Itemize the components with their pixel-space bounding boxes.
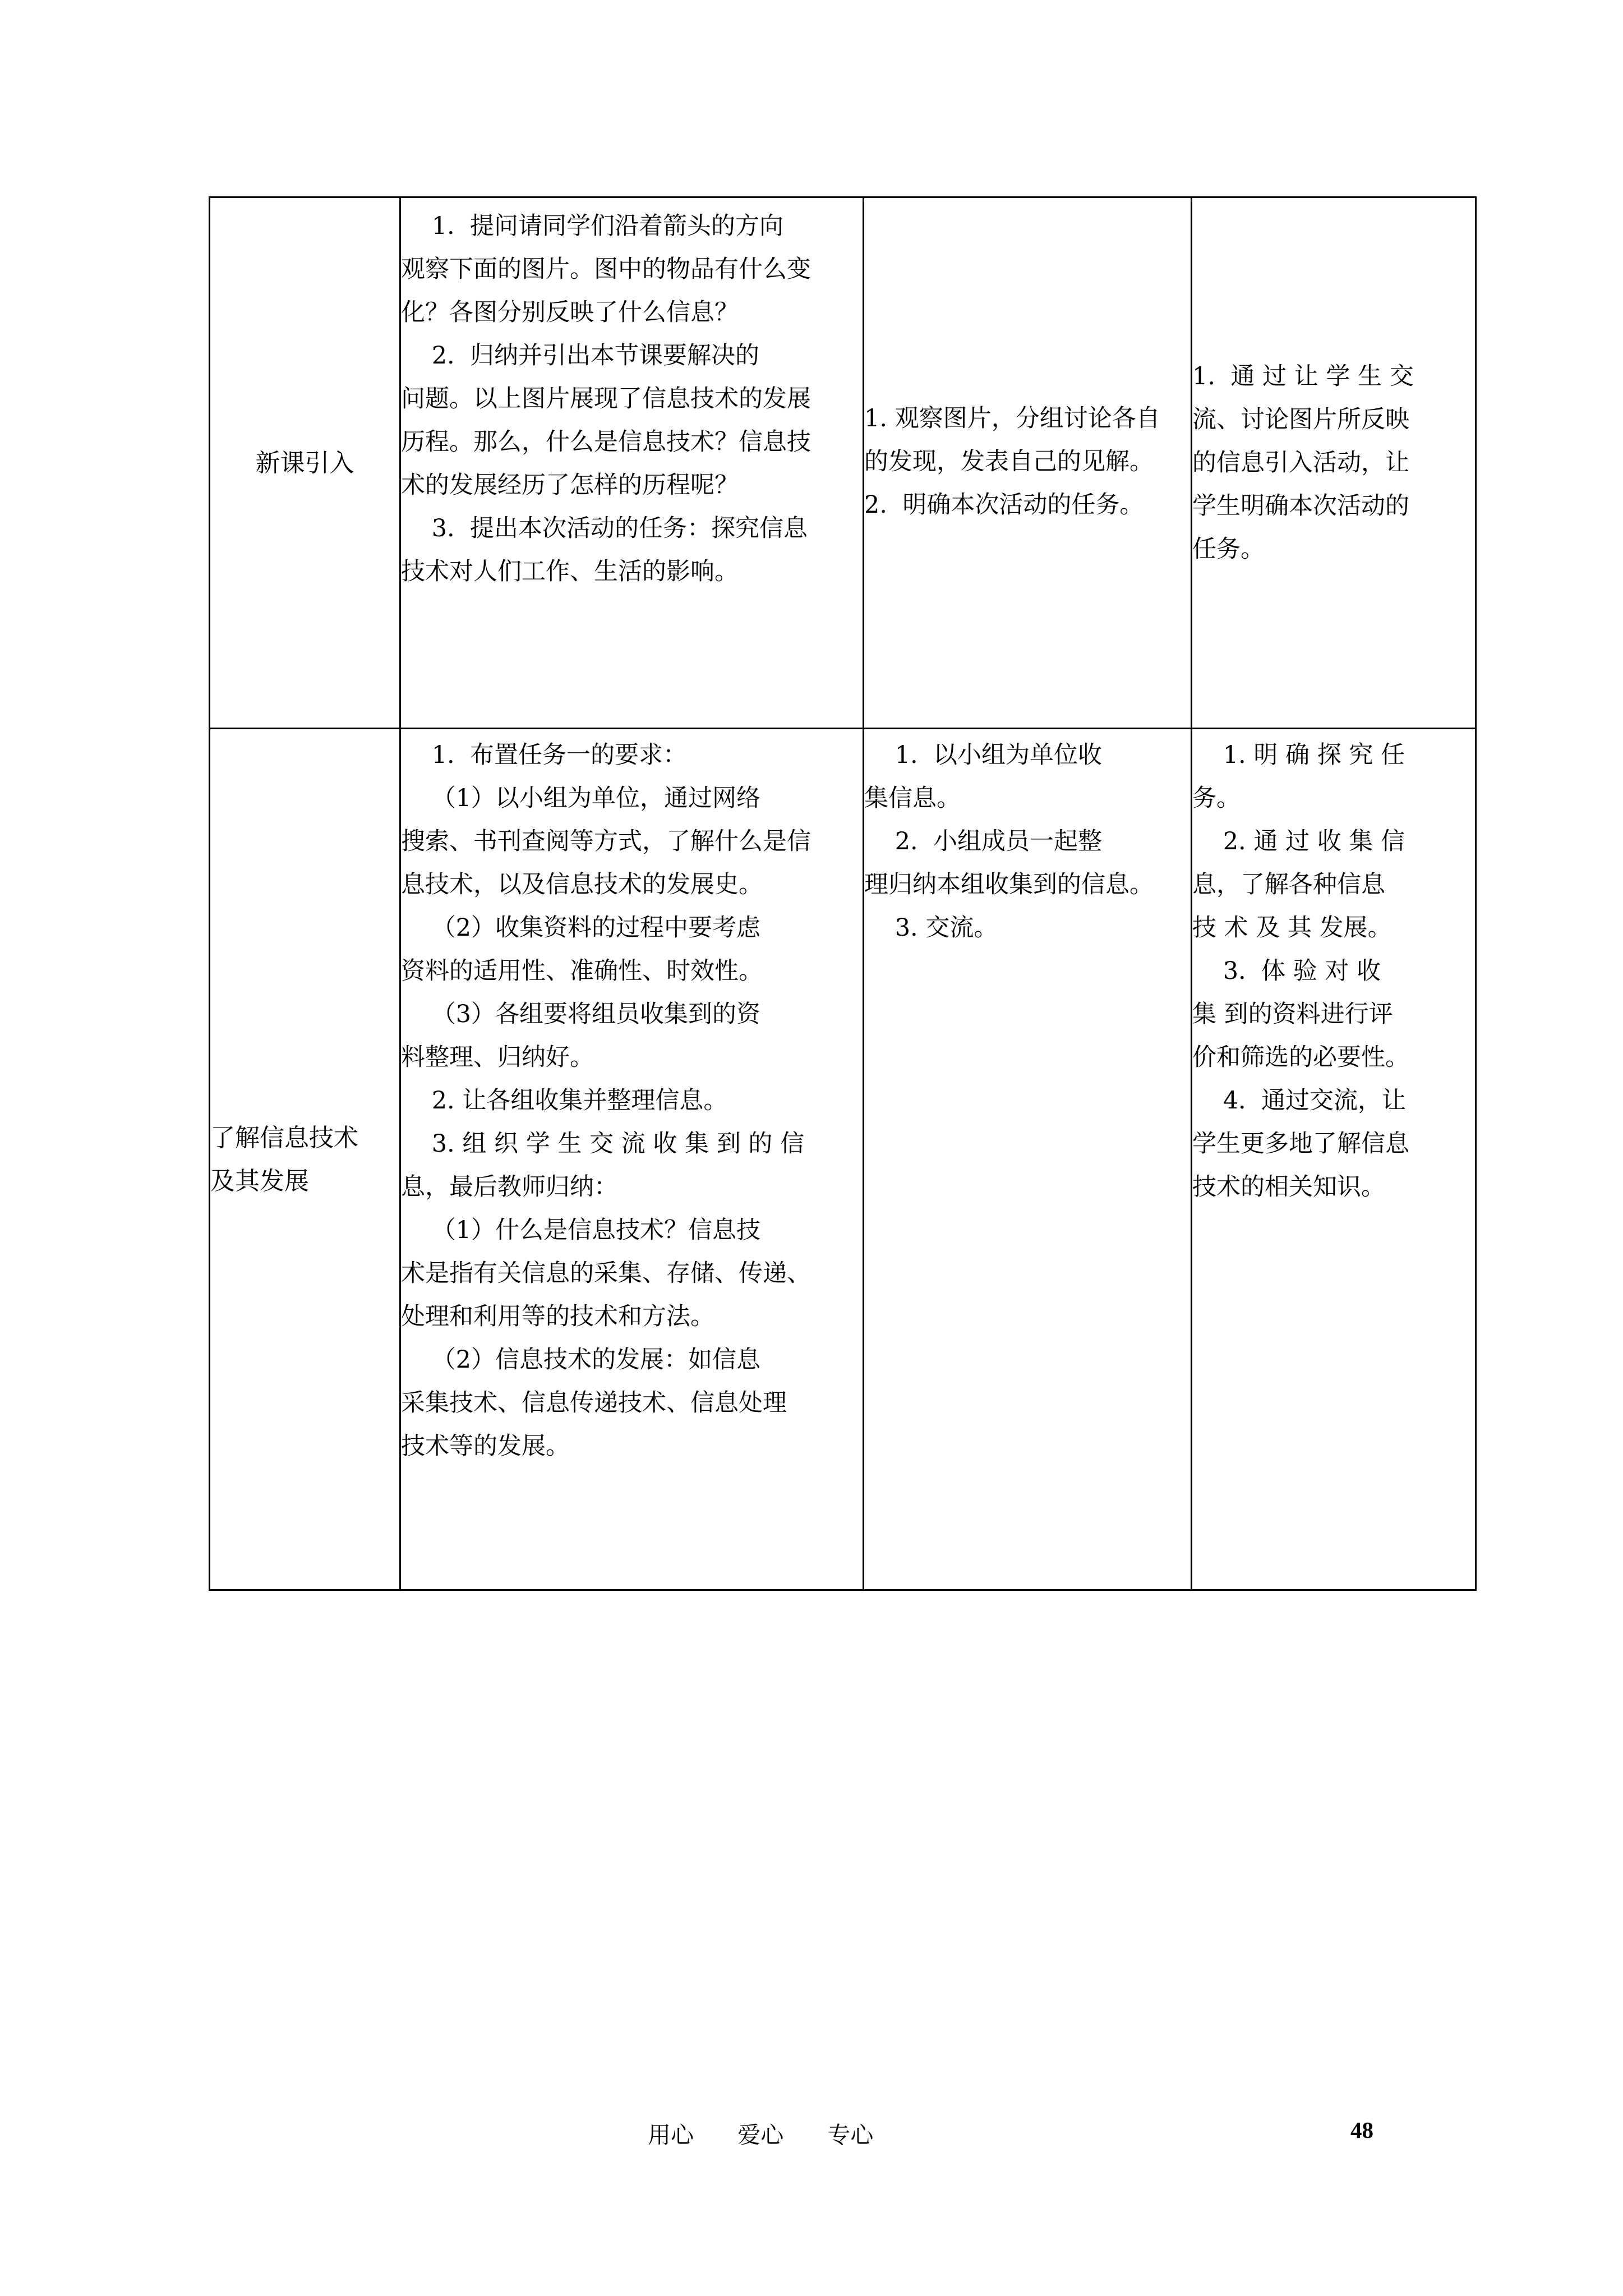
purpose-line: 1. 明 确 探 究 任 [1192, 741, 1405, 769]
purpose-line: 务。 [1192, 784, 1241, 812]
teacher-line: 息，最后教师归纳： [401, 1173, 618, 1201]
footer-motto: 用心 爱心 专心 [648, 2122, 874, 2148]
student-line: 3. 交流。 [864, 914, 998, 942]
teacher-line: 资料的适用性、准确性、时效性。 [401, 957, 763, 985]
student-line: 2. 明确本次活动的任务。 [864, 491, 1144, 519]
teacher-line: （2）收集资料的过程中要考虑 [401, 914, 761, 942]
table-row [210, 197, 1476, 729]
teacher-activity-cell [400, 197, 864, 729]
teacher-line: 术的发展经历了怎样的历程呢？ [401, 471, 739, 499]
purpose-line: 3. 体 验 对 收 [1192, 957, 1381, 985]
purpose-line: 技 术 及 其 发展。 [1192, 914, 1392, 942]
purpose-line: 集 到的资料进行评 [1192, 1000, 1393, 1028]
purpose-line: 1. 通 过 让 学 生 交 [1192, 362, 1414, 390]
student-line: 1. 以小组为单位收 [864, 741, 1103, 769]
stage-label-line: 了解信息技术 [210, 1123, 358, 1152]
teacher-line: 观察下面的图片。图中的物品有什么变 [401, 255, 811, 283]
teacher-line: （3）各组要将组员收集到的资 [401, 1000, 761, 1028]
purpose-line: 价和筛选的必要性。 [1192, 1043, 1409, 1071]
purpose-cell [1192, 729, 1476, 1590]
table-row [210, 729, 1476, 1590]
purpose-line: 学生更多地了解信息 [1192, 1130, 1409, 1158]
teacher-line: （1）以小组为单位，通过网络 [401, 784, 761, 812]
teacher-line: 料整理、归纳好。 [401, 1043, 594, 1071]
student-line: 的发现，发表自己的见解。 [864, 448, 1154, 476]
purpose-line: 4. 通过交流，让 [1192, 1087, 1407, 1115]
stage-cell [210, 197, 400, 729]
teacher-line: 技术等的发展。 [401, 1432, 570, 1460]
teacher-line: （2）信息技术的发展：如信息 [401, 1346, 761, 1374]
teacher-activity-cell [400, 729, 864, 1590]
purpose-line: 息，了解各种信息 [1192, 871, 1385, 899]
stage-cell [210, 729, 400, 1590]
stage-label-line: 及其发展 [210, 1166, 309, 1195]
student-activity-cell [864, 197, 1192, 729]
teacher-line: 处理和利用等的技术和方法。 [401, 1303, 714, 1331]
teacher-line: 术是指有关信息的采集、存储、传递、 [401, 1259, 811, 1287]
student-line: 1. 观察图片，分组讨论各自 [864, 404, 1160, 432]
student-line: 理归纳本组收集到的信息。 [864, 871, 1154, 899]
teacher-line: 化？各图分别反映了什么信息？ [401, 298, 739, 326]
student-line: 集信息。 [864, 784, 961, 812]
purpose-line: 技术的相关知识。 [1192, 1173, 1385, 1201]
teacher-line: 息技术，以及信息技术的发展史。 [401, 871, 763, 899]
student-activity-cell [864, 729, 1192, 1590]
teacher-line: 3. 组 织 学 生 交 流 收 集 到 的 信 [401, 1130, 805, 1158]
teacher-line: 采集技术、信息传递技术、信息处理 [401, 1389, 787, 1417]
teacher-line: 2. 让各组收集并整理信息。 [401, 1087, 728, 1115]
teacher-line: 搜索、书刊查阅等方式，了解什么是信 [401, 827, 811, 855]
teacher-line: （1）什么是信息技术？信息技 [401, 1216, 761, 1244]
purpose-line: 的信息引入活动，让 [1192, 449, 1409, 477]
teacher-line: 技术对人们工作、生活的影响。 [401, 558, 739, 586]
purpose-line: 流、讨论图片所反映 [1192, 406, 1409, 434]
purpose-line: 学生明确本次活动的 [1192, 492, 1409, 520]
purpose-line: 2. 通 过 收 集 信 [1192, 827, 1405, 855]
purpose-cell [1192, 197, 1476, 729]
teacher-line: 1. 布置任务一的要求： [401, 741, 688, 769]
lesson-plan-table [209, 196, 1477, 1591]
teacher-line: 2. 归纳并引出本节课要解决的 [401, 342, 760, 370]
teacher-line: 历程。那么，什么是信息技术？信息技 [401, 428, 811, 456]
stage-label: 新课引入 [255, 448, 354, 477]
page-number: 48 [1350, 2117, 1373, 2143]
teacher-line: 问题。以上图片展现了信息技术的发展 [401, 385, 811, 413]
purpose-line: 任务。 [1192, 535, 1265, 563]
student-line: 2. 小组成员一起整 [864, 827, 1103, 855]
teacher-line: 1. 提问请同学们沿着箭头的方向 [401, 212, 784, 240]
teacher-line: 3. 提出本次活动的任务：探究信息 [401, 514, 808, 542]
